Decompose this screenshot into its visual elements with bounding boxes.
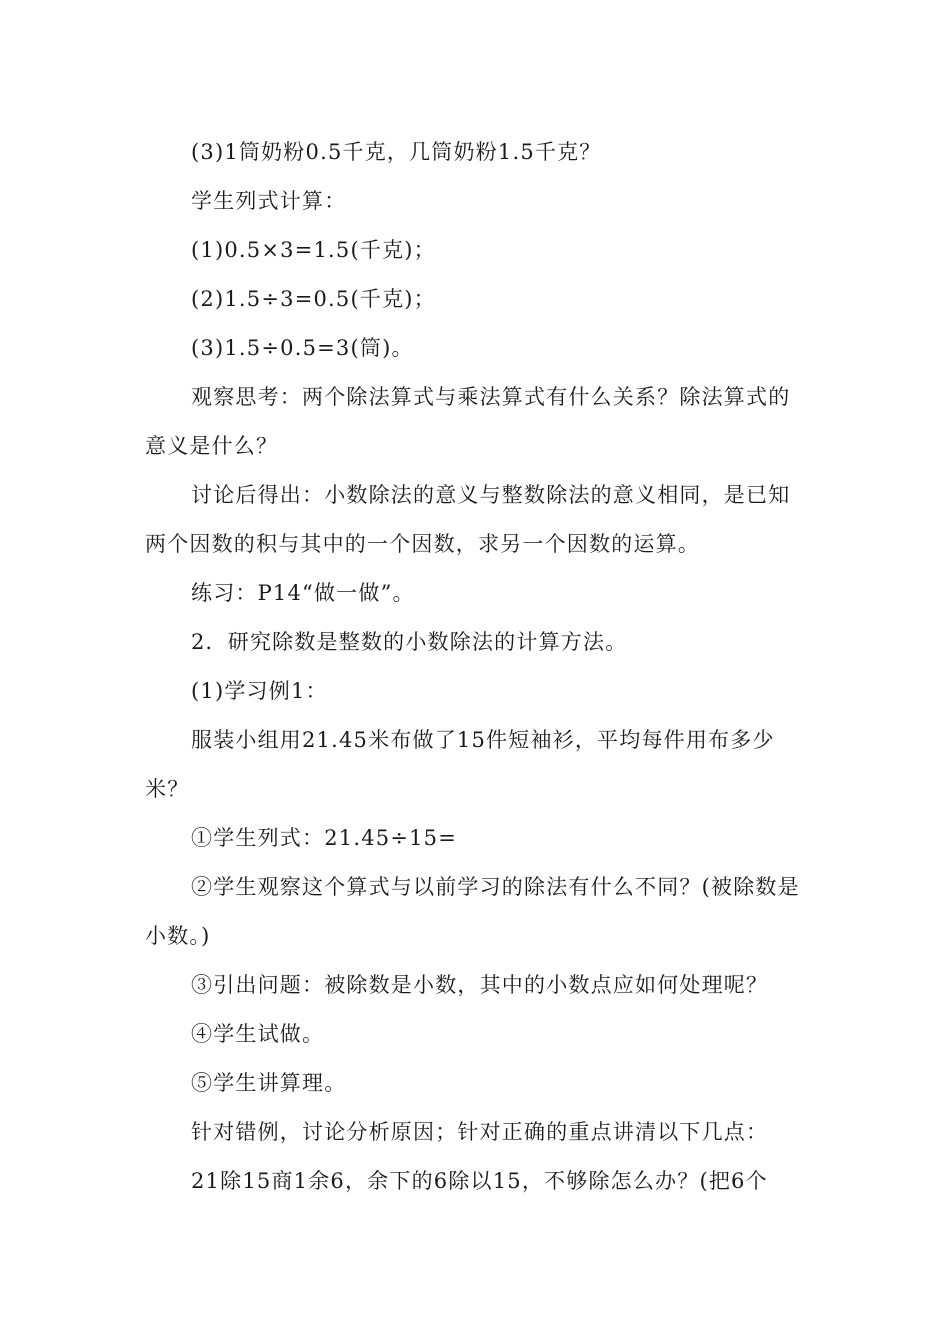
document-body bbox=[145, 128, 810, 1206]
paragraph: 针对错例，讨论分析原因；针对正确的重点讲清以下几点： bbox=[191, 1120, 769, 1144]
paragraph: (3)1.5÷0.5=3(筒)。 bbox=[191, 336, 414, 360]
paragraph: (2)1.5÷3=0.5(千克)； bbox=[191, 287, 436, 311]
paragraph: ⑤学生讲算理。 bbox=[191, 1071, 347, 1095]
paragraph: ③引出问题：被除数是小数，其中的小数点应如何处理呢？ bbox=[191, 973, 769, 997]
paragraph: (3)1筒奶粉0.5千克，几筒奶粉1.5千克？ bbox=[191, 140, 602, 164]
paragraph: ①学生列式：21.45÷15= bbox=[191, 826, 458, 850]
paragraph: 21除15商1余6，余下的6除以15，不够除怎么办？(把6个 bbox=[191, 1169, 768, 1193]
paragraph: 练习：P14“做一做”。 bbox=[191, 581, 415, 605]
paragraph: ②学生观察这个算式与以前学习的除法有什么不同？(被除数是小数。) bbox=[145, 875, 800, 948]
paragraph: 服装小组用21.45米布做了15件短袖衫，平均每件用布多少米？ bbox=[145, 728, 775, 801]
paragraph: (1)学习例1： bbox=[191, 679, 328, 703]
paragraph: 观察思考：两个除法算式与乘法算式有什么关系？除法算式的意义是什么？ bbox=[145, 385, 791, 458]
paragraph: 讨论后得出：小数除法的意义与整数除法的意义相同，是已知两个因数的积与其中的一个因数，求另一个因数的运算。 bbox=[145, 483, 791, 556]
paragraph: 学生列式计算： bbox=[191, 189, 347, 213]
paragraph: ④学生试做。 bbox=[191, 1022, 325, 1046]
paragraph: (1)0.5×3=1.5(千克)； bbox=[191, 238, 436, 262]
paragraph: 2．研究除数是整数的小数除法的计算方法。 bbox=[191, 630, 628, 654]
